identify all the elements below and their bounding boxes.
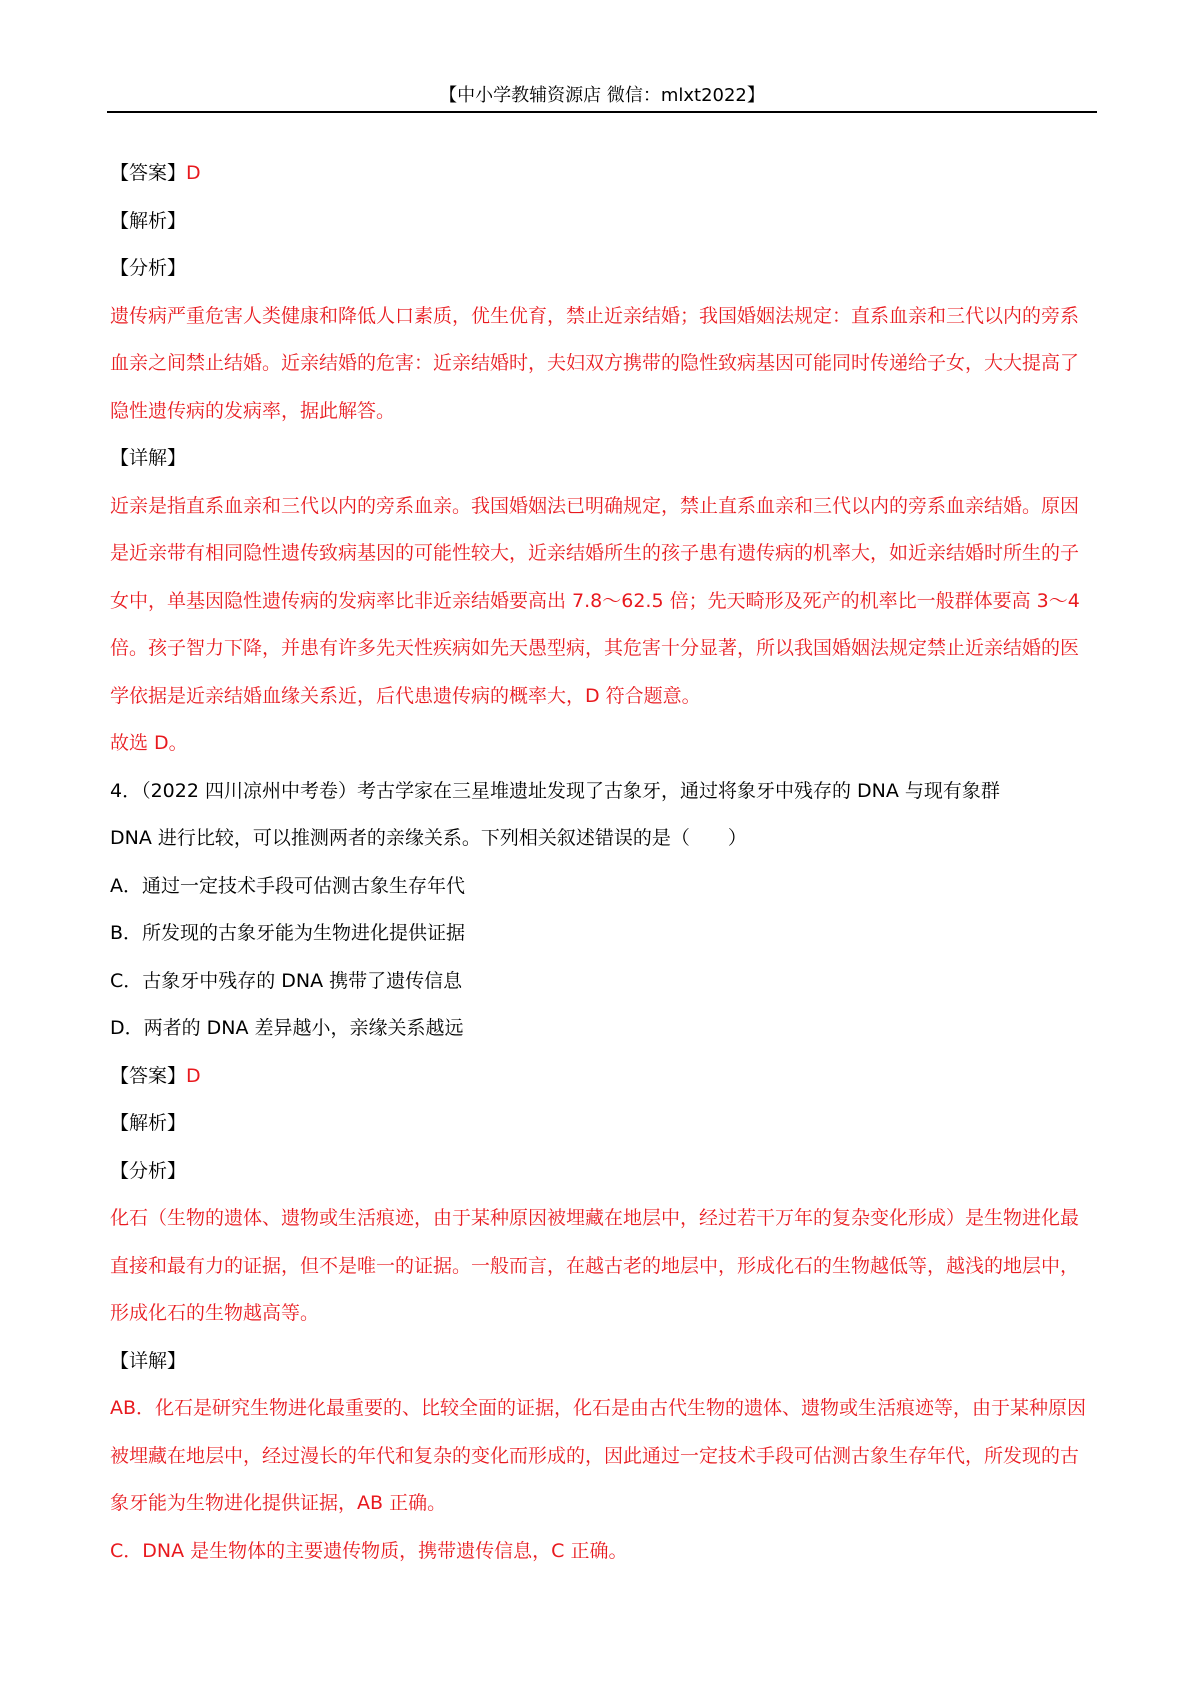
q3-fenxi-text: 遗传病严重危害人类健康和降低人口素质，优生优育，禁止近亲结婚；我国婚姻法规定：直系血亲和三代以内的旁系血亲之间禁止结婚。近亲结婚的危害：近亲结婚时，夫妇双方携带的隐性致病基因可能同时传递给子女，大大提高了隐性遗传病的发病率，据此解答。 xyxy=(110,304,1080,422)
q3-xiangjie-text: 近亲是指直系血亲和三代以内的旁系血亲。我国婚姻法已明确规定，禁止直系血亲和三代以内的旁系血亲结婚。原因是近亲带有相同隐性遗传致病基因的可能性较大，近亲结婚所生的孩子患有遗传病的机率大，如近亲结婚时所生的子女中，单基因隐性遗传病的发病率比非近亲结婚要高出 7.8～62.5 倍；先天畸形及死产的机率比一般群体要高 3～4 倍。孩子智力下降，并患有许多先天性疾病如先天愚型病，其危害十分显著，所以我国婚姻法规定禁止近亲结婚的医学依据是近亲结婚血缘关系近，后代患遗传病的概率大，D 符合题意。 xyxy=(110,494,1080,707)
q4-fenxi-text: 化石（生物的遗体、遗物或生活痕迹，由于某种原因被埋藏在地层中，经过若干万年的复杂变化形成）是生物进化最直接和最有力的证据，但不是唯一的证据。一般而言，在越古老的地层中，形成化石的生物越低等，越浅的地层中，形成化石的生物越高等。 xyxy=(110,1207,1080,1324)
q4-stem-line2: DNA 进行比较，可以推测两者的亲缘关系。下列相关叙述错误的是（ ） xyxy=(110,827,747,849)
q4-xiangjie-c: C．DNA 是生物体的主要遗传物质，携带遗传信息，C 正确。 xyxy=(110,1539,628,1562)
q3-fenxi-label: 【分析】 xyxy=(110,257,187,279)
q4-answer-value: D xyxy=(186,1064,201,1087)
q3-jiexi-label: 【解析】 xyxy=(110,209,187,232)
q3-answer-value: D xyxy=(186,162,201,184)
page-header-title: 【中小学教辅资源店 微信：mlxt2022】 xyxy=(439,85,765,106)
q4-xiangjie-ab: AB．化石是研究生物进化最重要的、比较全面的证据，化石是由古代生物的遗体、遗物或生活痕迹等，由于某种原因被埋藏在地层中，经过漫长的年代和复杂的变化而形成的，因此通过一定技术手段可估测古象生存年代，所发现的古象牙能为生物进化提供证据，AB 正确。 xyxy=(110,1397,1087,1514)
q3-conclusion: 故选 D。 xyxy=(110,732,188,754)
q4-option-c: C．古象牙中残存的 DNA 携带了遗传信息 xyxy=(110,969,463,992)
q4-option-b: B．所发现的古象牙能为生物进化提供证据 xyxy=(110,922,466,944)
q3-answer-line xyxy=(110,150,1095,198)
q3-xiangjie-label: 【详解】 xyxy=(110,447,187,469)
q4-option-a: A．通过一定技术手段可估测古象生存年代 xyxy=(110,874,465,897)
header-divider xyxy=(107,111,1097,113)
q3-answer-label: 【答案】 xyxy=(110,162,187,184)
q4-option-d: D．两者的 DNA 差异越小，亲缘关系越远 xyxy=(110,1017,464,1039)
q4-stem-line1: 4．（2022 四川凉州中考卷）考古学家在三星堆遗址发现了古象牙，通过将象牙中残存的 DNA 与现有象群 xyxy=(110,779,1000,802)
q4-answer-line xyxy=(110,1053,1095,1101)
q4-answer-label: 【答案】 xyxy=(110,1064,187,1087)
q4-fenxi-label: 【分析】 xyxy=(110,1159,187,1182)
q4-jiexi-label: 【解析】 xyxy=(110,1112,187,1134)
q4-xiangjie-label: 【详解】 xyxy=(110,1349,187,1372)
document-body xyxy=(110,150,1095,1575)
